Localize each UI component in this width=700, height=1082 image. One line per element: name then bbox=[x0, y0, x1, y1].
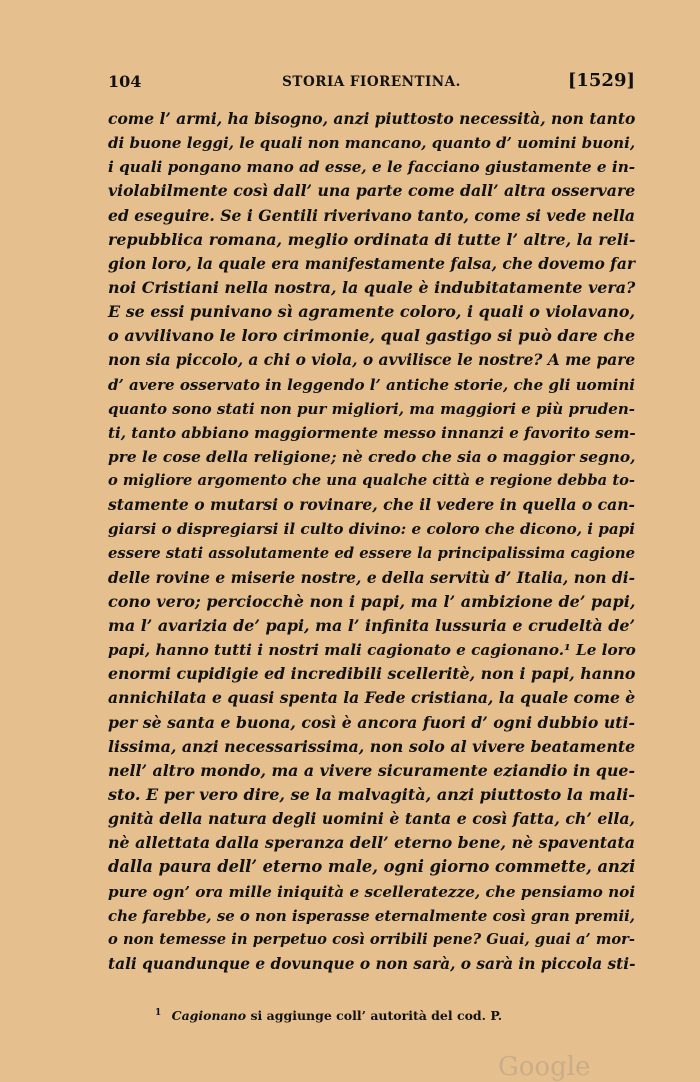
text-line: come l’ armi, ha bisogno, anzi piuttosto necessità, non tanto bbox=[108, 109, 636, 128]
footnote-keyword: Cagionano bbox=[171, 1008, 247, 1024]
text-line: lissima, anzi necessarissima, non solo al vivere beatamente bbox=[108, 736, 636, 756]
text-line: nè allettata dalla speranza dell’ eterno bene, nè spaventata bbox=[108, 833, 635, 853]
text-line: d’ avere osservato in leggendo l’ antiche storie, che gli uomini bbox=[108, 375, 635, 394]
text-line: giarsi o dispregiarsi il culto divino: e coloro che dicono, i papi bbox=[108, 520, 635, 539]
watermark: Google bbox=[498, 1052, 591, 1082]
year-label: [1529] bbox=[567, 70, 635, 91]
text-line: o non temesse in perpetuo così orribili pene? Guai, guai a’ mor- bbox=[108, 930, 635, 948]
text-line: violabilmente così dall’ una parte come dall’ altra osservare bbox=[108, 181, 636, 201]
text-line: gion loro, la quale era manifestamente falsa, che dovemo far bbox=[108, 253, 635, 273]
text-line: essere stati assolutamente ed essere la principalissima cagione bbox=[108, 544, 636, 562]
text-line: quanto sono stati non pur migliori, ma maggiori e più pruden- bbox=[108, 399, 635, 418]
footnote-text: si aggiunge coll’ autorità del cod. P. bbox=[250, 1008, 503, 1024]
text-line: ed eseguire. Se i Gentili riverivano tanto, come si vede nella bbox=[108, 205, 636, 225]
text-line: enormi cupidigie ed incredibili scelleritè, non i papi, hanno bbox=[108, 664, 636, 684]
page-header bbox=[108, 72, 635, 96]
text-line: tali quandunque e dovunque o non sarà, o sarà in piccola sti- bbox=[108, 954, 636, 973]
text-line: ma l’ avarizia de’ papi, ma l’ infinita lussuria e crudeltà de’ bbox=[108, 615, 635, 635]
text-line: nell’ altro mondo, ma a vivere sicuramente eziandio in que- bbox=[108, 760, 635, 780]
text-line: delle rovine e miserie nostre, e della servitù d’ Italia, non di- bbox=[108, 567, 635, 587]
text-line: noi Cristiani nella nostra, la quale è indubitatamente vera? bbox=[108, 277, 636, 297]
running-title: STORIA FIORENTINA. bbox=[282, 74, 461, 90]
text-line: per sè santa e buona, così è ancora fuori d’ ogni dubbio uti- bbox=[108, 712, 635, 732]
text-line: o migliore argomento che una qualche città e regione debba to- bbox=[108, 472, 635, 490]
text-line: dalla paura dell’ eterno male, ogni giorno commette, anzi bbox=[108, 857, 636, 877]
text-line: sto. E per vero dire, se la malvagità, anzi piuttosto la mali- bbox=[108, 784, 635, 804]
text-line: di buone leggi, le quali non mancano, quanto d’ uomini buoni, bbox=[108, 134, 636, 153]
text-line: i quali pongano mano ad esse, e le facciano giustamente e in- bbox=[108, 158, 636, 177]
text-line: che farebbe, se o non isperasse eternalmente così gran premii, bbox=[108, 906, 635, 925]
text-line: cono vero; perciocchè non i papi, ma l’ ambizione de’ papi, bbox=[108, 591, 636, 611]
text-line: E se essi punivano sì agramente coloro, i quali o violavano, bbox=[108, 302, 635, 322]
text-line: ti, tanto abbiano maggiormente messo innanzi e favorito sem- bbox=[108, 423, 636, 442]
text-line: repubblica romana, meglio ordinata di tutte l’ altre, la reli- bbox=[108, 229, 636, 249]
text-line: pure ogn’ ora mille iniquità e scelleratezze, che pensiamo noi bbox=[108, 882, 636, 901]
body-text bbox=[108, 107, 635, 976]
footnote bbox=[155, 1008, 502, 1023]
footnote-marker: 1 bbox=[155, 1008, 162, 1018]
text-line: pre le cose della religione; nè credo che sia o maggior segno, bbox=[108, 447, 636, 466]
text-line: non sia piccolo, a chi o viola, o avvilisce le nostre? A me pare bbox=[108, 351, 636, 370]
text-line: o avvilivano le loro cirimonie, qual gastigo si può dare che bbox=[108, 326, 636, 346]
text-line: gnità della natura degli uomini è tanta e così fatta, ch’ ella, bbox=[108, 809, 635, 829]
page-number: 104 bbox=[108, 72, 142, 91]
text-line: stamente o mutarsi o rovinare, che il vedere in quella o can- bbox=[108, 495, 635, 515]
text-line: annichilata e quasi spenta la Fede cristiana, la quale come è bbox=[108, 688, 636, 708]
text-line: papi, hanno tutti i nostri mali cagionato e cagionano.¹ Le loro bbox=[108, 641, 636, 660]
